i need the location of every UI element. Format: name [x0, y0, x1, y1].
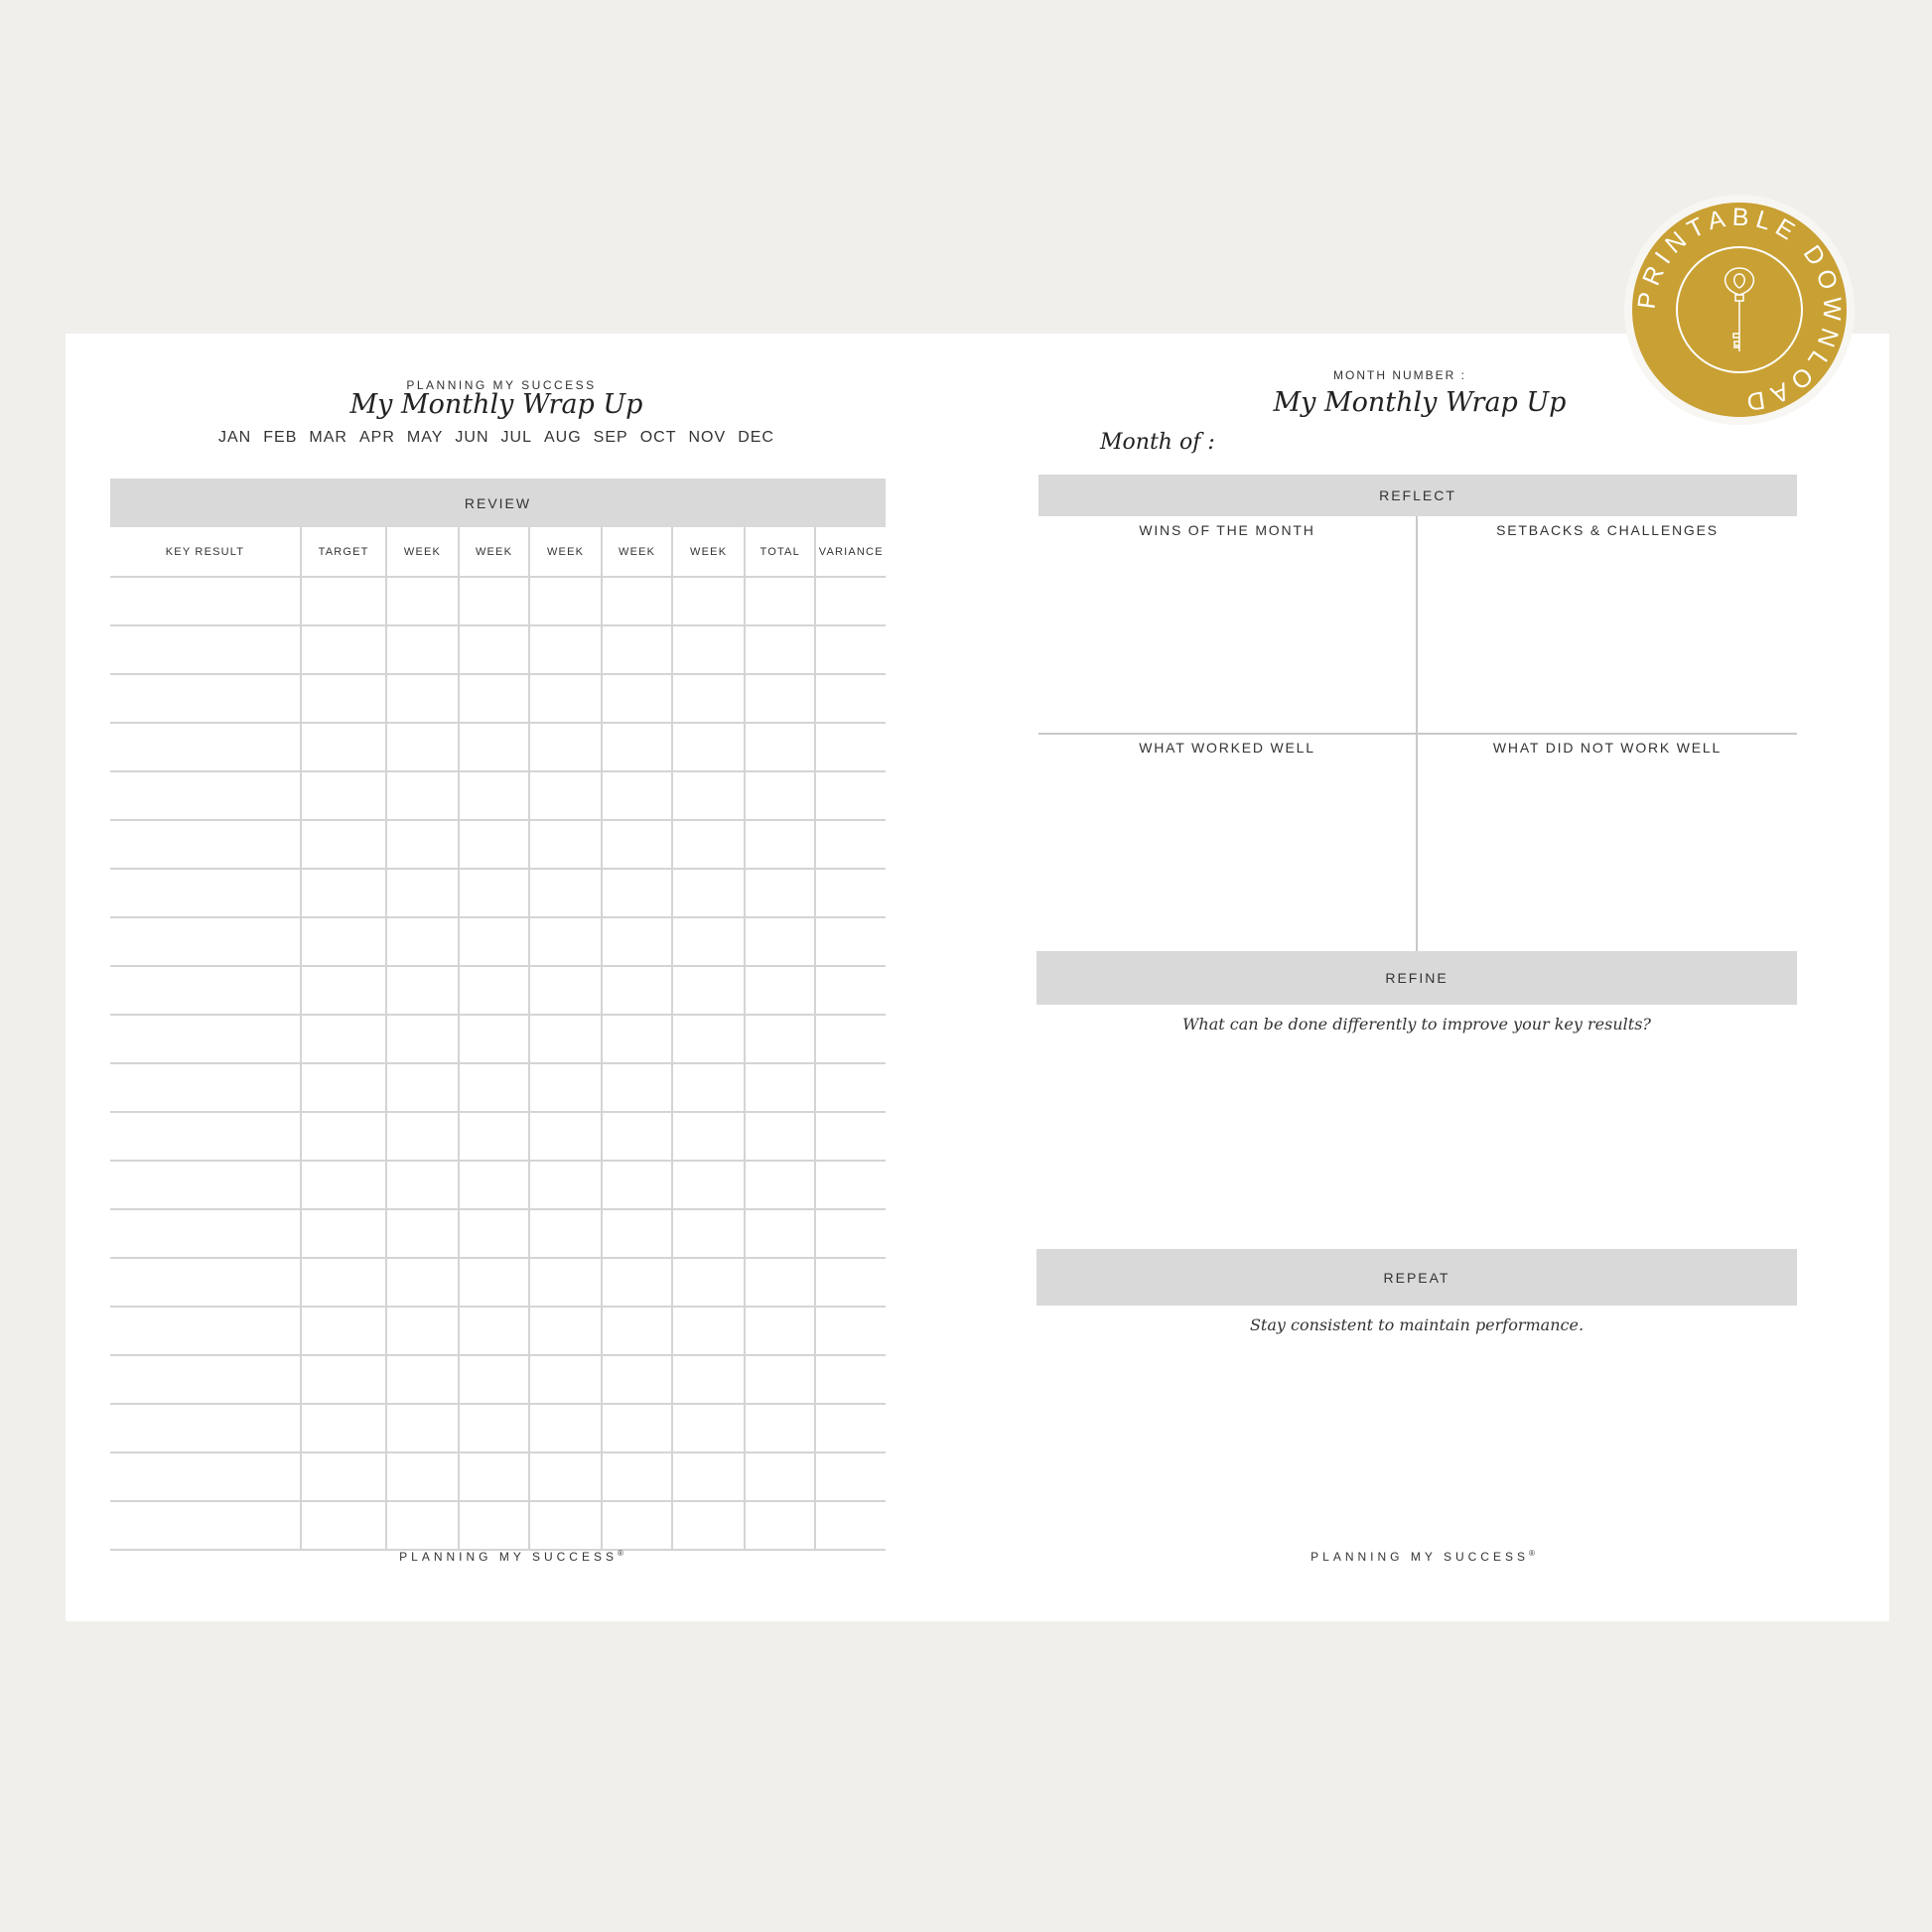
cell-week-2[interactable] — [458, 626, 529, 673]
cell-week-2[interactable] — [458, 675, 529, 722]
cell-key-result[interactable] — [110, 967, 300, 1014]
cell-week-5[interactable] — [671, 870, 744, 916]
repeat-label: REPEAT — [1383, 1269, 1450, 1286]
cell-week-5[interactable] — [671, 1453, 744, 1500]
refine-label: REFINE — [1385, 970, 1449, 986]
registered-mark: ® — [617, 1549, 623, 1558]
cell-key-result[interactable] — [110, 1356, 300, 1403]
cell-week-4[interactable] — [601, 1356, 672, 1403]
cell-week-5[interactable] — [671, 772, 744, 819]
cell-variance[interactable] — [814, 675, 886, 722]
cell-target[interactable] — [300, 1259, 385, 1306]
table-row — [110, 1308, 886, 1356]
worked-well-writing-area[interactable] — [1038, 735, 1416, 951]
cell-target[interactable] — [300, 578, 385, 624]
cell-week-3[interactable] — [528, 578, 601, 624]
cell-week-1[interactable] — [385, 626, 458, 673]
month-number-label: MONTH NUMBER : — [1333, 368, 1466, 382]
table-row — [110, 1259, 886, 1308]
cell-week-1[interactable] — [385, 1356, 458, 1403]
table-row — [110, 578, 886, 626]
cell-week-2[interactable] — [458, 870, 529, 916]
cell-week-4[interactable] — [601, 1453, 672, 1500]
table-row — [110, 626, 886, 675]
cell-week-2[interactable] — [458, 772, 529, 819]
cell-target[interactable] — [300, 918, 385, 965]
table-row — [110, 1064, 886, 1113]
cell-key-result[interactable] — [110, 1502, 300, 1549]
month-apr[interactable]: APR — [358, 429, 395, 446]
month-jan[interactable]: JAN — [218, 429, 252, 446]
table-row — [110, 772, 886, 821]
cell-target[interactable] — [300, 1308, 385, 1354]
month-jun[interactable]: JUN — [455, 429, 489, 446]
brand-subtitle: PLANNING MY SUCCESS — [406, 378, 597, 392]
cell-key-result[interactable] — [110, 1259, 300, 1306]
badge-graphic — [1632, 203, 1847, 417]
cell-week-4[interactable] — [601, 675, 672, 722]
cell-total[interactable] — [744, 1308, 815, 1354]
cell-target[interactable] — [300, 1502, 385, 1549]
col-week-1: WEEK — [385, 527, 458, 576]
cell-week-5[interactable] — [671, 821, 744, 868]
cell-week-4[interactable] — [601, 1162, 672, 1208]
cell-week-2[interactable] — [458, 1308, 529, 1354]
cell-variance[interactable] — [814, 1162, 886, 1208]
cell-week-2[interactable] — [458, 967, 529, 1014]
month-jul[interactable]: JUL — [500, 429, 532, 446]
cell-total[interactable] — [744, 1502, 815, 1549]
month-feb[interactable]: FEB — [263, 429, 298, 446]
cell-week-3[interactable] — [528, 1453, 601, 1500]
refine-section-header — [1036, 951, 1797, 1005]
cell-week-4[interactable] — [601, 918, 672, 965]
cell-total[interactable] — [744, 967, 815, 1014]
cell-week-5[interactable] — [671, 1308, 744, 1354]
cell-variance[interactable] — [814, 1210, 886, 1257]
cell-target[interactable] — [300, 626, 385, 673]
cell-week-5[interactable] — [671, 1356, 744, 1403]
cell-variance[interactable] — [814, 1064, 886, 1111]
cell-week-1[interactable] — [385, 1016, 458, 1062]
cell-week-1[interactable] — [385, 1113, 458, 1160]
cell-week-3[interactable] — [528, 1405, 601, 1451]
cell-week-1[interactable] — [385, 675, 458, 722]
cell-week-5[interactable] — [671, 1210, 744, 1257]
cell-target[interactable] — [300, 1016, 385, 1062]
cell-week-4[interactable] — [601, 870, 672, 916]
quadrant-worked-well-title: WHAT WORKED WELL — [1139, 740, 1315, 756]
cell-week-3[interactable] — [528, 1016, 601, 1062]
col-key-result: KEY RESULT — [165, 545, 245, 558]
month-of-label: Month of : — [1100, 430, 1215, 455]
cell-key-result[interactable] — [110, 821, 300, 868]
cell-variance[interactable] — [814, 724, 886, 770]
cell-week-1[interactable] — [385, 1502, 458, 1549]
cell-key-result[interactable] — [110, 772, 300, 819]
table-row — [110, 918, 886, 967]
cell-week-4[interactable] — [601, 1113, 672, 1160]
quadrant-not-worked-title: WHAT DID NOT WORK WELL — [1492, 740, 1723, 756]
cell-week-3[interactable] — [528, 1113, 601, 1160]
cell-week-5[interactable] — [671, 1162, 744, 1208]
cell-week-4[interactable] — [601, 1405, 672, 1451]
table-row — [110, 1502, 886, 1551]
footer-brand-right: PLANNING MY SUCCESS — [1311, 1550, 1529, 1564]
cell-target[interactable] — [300, 1356, 385, 1403]
cell-target[interactable] — [300, 772, 385, 819]
review-table — [110, 527, 886, 1551]
table-row — [110, 821, 886, 870]
month-may[interactable]: MAY — [406, 429, 444, 446]
cell-target[interactable] — [300, 724, 385, 770]
cell-key-result[interactable] — [110, 1064, 300, 1111]
table-row — [110, 1016, 886, 1064]
left-footer — [377, 1549, 645, 1564]
cell-key-result[interactable] — [110, 870, 300, 916]
cell-week-1[interactable] — [385, 967, 458, 1014]
cell-target[interactable] — [300, 1064, 385, 1111]
cell-week-3[interactable] — [528, 626, 601, 673]
cell-variance[interactable] — [814, 1308, 886, 1354]
month-dec[interactable]: DEC — [738, 429, 774, 446]
cell-week-2[interactable] — [458, 821, 529, 868]
review-table-body — [110, 578, 886, 1551]
cell-total[interactable] — [744, 821, 815, 868]
cell-target[interactable] — [300, 675, 385, 722]
repeat-prompt: Stay consistent to maintain performance. — [1249, 1315, 1585, 1334]
cell-total[interactable] — [744, 1162, 815, 1208]
col-week-3: WEEK — [528, 527, 601, 576]
cell-key-result[interactable] — [110, 1113, 300, 1160]
cell-key-result[interactable] — [110, 1016, 300, 1062]
cell-week-4[interactable] — [601, 724, 672, 770]
cell-key-result[interactable] — [110, 918, 300, 965]
cell-week-5[interactable] — [671, 578, 744, 624]
cell-week-2[interactable] — [458, 1210, 529, 1257]
cell-total[interactable] — [744, 626, 815, 673]
printable-download-badge — [1624, 195, 1855, 425]
cell-target[interactable] — [300, 1405, 385, 1451]
cell-key-result[interactable] — [110, 724, 300, 770]
table-row — [110, 1113, 886, 1162]
cell-target[interactable] — [300, 1113, 385, 1160]
review-section-header — [110, 479, 886, 527]
quadrant-wins-title: WINS OF THE MONTH — [1139, 522, 1315, 538]
repeat-writing-area[interactable] — [1036, 1345, 1797, 1524]
badge-text: PRINTABLE DOWNLOAD — [1632, 203, 1847, 417]
table-row — [110, 1356, 886, 1405]
cell-week-1[interactable] — [385, 1308, 458, 1354]
cell-key-result[interactable] — [110, 1405, 300, 1451]
cell-week-1[interactable] — [385, 1210, 458, 1257]
cell-week-3[interactable] — [528, 967, 601, 1014]
cell-variance[interactable] — [814, 821, 886, 868]
cell-variance[interactable] — [814, 1113, 886, 1160]
cell-week-3[interactable] — [528, 1210, 601, 1257]
cell-week-3[interactable] — [528, 772, 601, 819]
month-oct[interactable]: OCT — [639, 429, 677, 446]
month-selector — [218, 429, 774, 447]
cell-week-1[interactable] — [385, 1259, 458, 1306]
cell-week-3[interactable] — [528, 1502, 601, 1549]
cell-week-3[interactable] — [528, 1162, 601, 1208]
cell-week-3[interactable] — [528, 1308, 601, 1354]
cell-variance[interactable] — [814, 918, 886, 965]
cell-variance[interactable] — [814, 1453, 886, 1500]
cell-week-2[interactable] — [458, 918, 529, 965]
cell-week-4[interactable] — [601, 1502, 672, 1549]
cell-week-4[interactable] — [601, 1016, 672, 1062]
cell-week-5[interactable] — [671, 918, 744, 965]
cell-week-1[interactable] — [385, 870, 458, 916]
cell-total[interactable] — [744, 1210, 815, 1257]
cell-week-5[interactable] — [671, 1405, 744, 1451]
cell-week-2[interactable] — [458, 1502, 529, 1549]
cell-week-2[interactable] — [458, 578, 529, 624]
cell-week-4[interactable] — [601, 1308, 672, 1354]
cell-variance[interactable] — [814, 626, 886, 673]
cell-key-result[interactable] — [110, 578, 300, 624]
cell-week-3[interactable] — [528, 1259, 601, 1306]
col-target: TARGET — [300, 527, 385, 576]
cell-week-4[interactable] — [601, 626, 672, 673]
not-worked-writing-area[interactable] — [1418, 735, 1797, 951]
cell-total[interactable] — [744, 675, 815, 722]
cell-total[interactable] — [744, 1405, 815, 1451]
cell-week-4[interactable] — [601, 1064, 672, 1111]
table-row — [110, 1405, 886, 1453]
col-week-2: WEEK — [458, 527, 529, 576]
reflect-label: REFLECT — [1379, 487, 1456, 503]
cell-week-2[interactable] — [458, 1113, 529, 1160]
cell-target[interactable] — [300, 1210, 385, 1257]
cell-week-1[interactable] — [385, 821, 458, 868]
reflect-section-header — [1038, 475, 1797, 516]
table-row — [110, 1453, 886, 1502]
cell-variance[interactable] — [814, 1016, 886, 1062]
footer-brand: PLANNING MY SUCCESS — [399, 1550, 618, 1564]
cell-target[interactable] — [300, 870, 385, 916]
cell-week-4[interactable] — [601, 1210, 672, 1257]
cell-key-result[interactable] — [110, 1210, 300, 1257]
cell-target[interactable] — [300, 1453, 385, 1500]
cell-week-1[interactable] — [385, 1162, 458, 1208]
cell-key-result[interactable] — [110, 675, 300, 722]
cell-week-1[interactable] — [385, 724, 458, 770]
page-title: My Monthly Wrap Up — [349, 389, 643, 420]
cell-key-result[interactable] — [110, 1162, 300, 1208]
cell-key-result[interactable] — [110, 626, 300, 673]
cell-week-5[interactable] — [671, 1016, 744, 1062]
cell-variance[interactable] — [814, 870, 886, 916]
table-row — [110, 1210, 886, 1259]
cell-week-4[interactable] — [601, 772, 672, 819]
cell-total[interactable] — [744, 1064, 815, 1111]
col-total: TOTAL — [744, 527, 815, 576]
cell-week-2[interactable] — [458, 1405, 529, 1451]
cell-variance[interactable] — [814, 578, 886, 624]
cell-total[interactable] — [744, 1356, 815, 1403]
cell-total[interactable] — [744, 1453, 815, 1500]
cell-week-1[interactable] — [385, 1453, 458, 1500]
refine-writing-area[interactable] — [1036, 1042, 1797, 1241]
cell-week-5[interactable] — [671, 1113, 744, 1160]
cell-week-5[interactable] — [671, 1259, 744, 1306]
cell-week-3[interactable] — [528, 870, 601, 916]
review-table-header — [110, 527, 886, 578]
repeat-section-header — [1036, 1249, 1797, 1306]
table-row — [110, 1162, 886, 1210]
cell-week-3[interactable] — [528, 918, 601, 965]
cell-week-1[interactable] — [385, 578, 458, 624]
col-week-5: WEEK — [671, 527, 744, 576]
month-mar[interactable]: MAR — [309, 429, 347, 446]
cell-variance[interactable] — [814, 1405, 886, 1451]
cell-total[interactable] — [744, 1259, 815, 1306]
cell-key-result[interactable] — [110, 1453, 300, 1500]
cell-week-1[interactable] — [385, 1064, 458, 1111]
table-row — [110, 724, 886, 772]
setbacks-writing-area[interactable] — [1418, 516, 1797, 733]
cell-week-5[interactable] — [671, 626, 744, 673]
registered-mark-right: ® — [1528, 1549, 1535, 1558]
cell-total[interactable] — [744, 1113, 815, 1160]
cell-total[interactable] — [744, 918, 815, 965]
month-nov[interactable]: NOV — [688, 429, 727, 446]
table-row — [110, 870, 886, 918]
cell-week-3[interactable] — [528, 1064, 601, 1111]
cell-week-4[interactable] — [601, 967, 672, 1014]
cell-week-3[interactable] — [528, 1356, 601, 1403]
cell-variance[interactable] — [814, 1356, 886, 1403]
col-variance: VARIANCE — [814, 527, 886, 576]
cell-week-2[interactable] — [458, 1259, 529, 1306]
cell-week-2[interactable] — [458, 1016, 529, 1062]
cell-week-4[interactable] — [601, 1259, 672, 1306]
key-icon — [1725, 268, 1754, 351]
cell-week-4[interactable] — [601, 578, 672, 624]
cell-week-2[interactable] — [458, 1162, 529, 1208]
col-week-4: WEEK — [601, 527, 672, 576]
cell-week-5[interactable] — [671, 1064, 744, 1111]
cell-variance[interactable] — [814, 1259, 886, 1306]
cell-week-1[interactable] — [385, 1405, 458, 1451]
cell-week-5[interactable] — [671, 967, 744, 1014]
cell-total[interactable] — [744, 772, 815, 819]
table-row — [110, 967, 886, 1016]
refine-prompt: What can be done differently to improve your key results? — [1181, 1015, 1651, 1034]
cell-variance[interactable] — [814, 772, 886, 819]
cell-week-5[interactable] — [671, 1502, 744, 1549]
page-title-right: My Monthly Wrap Up — [1273, 387, 1567, 418]
cell-target[interactable] — [300, 1162, 385, 1208]
month-aug[interactable]: AUG — [543, 429, 582, 446]
cell-variance[interactable] — [814, 1502, 886, 1549]
cell-total[interactable] — [744, 1016, 815, 1062]
wins-writing-area[interactable] — [1038, 516, 1416, 733]
cell-total[interactable] — [744, 870, 815, 916]
cell-total[interactable] — [744, 578, 815, 624]
cell-week-1[interactable] — [385, 918, 458, 965]
cell-total[interactable] — [744, 724, 815, 770]
cell-week-3[interactable] — [528, 675, 601, 722]
table-row — [110, 675, 886, 724]
cell-week-2[interactable] — [458, 1064, 529, 1111]
cell-week-2[interactable] — [458, 1453, 529, 1500]
cell-week-3[interactable] — [528, 821, 601, 868]
right-footer — [1289, 1549, 1557, 1564]
cell-target[interactable] — [300, 967, 385, 1014]
cell-key-result[interactable] — [110, 1308, 300, 1354]
cell-week-3[interactable] — [528, 724, 601, 770]
quadrant-setbacks-title: SETBACKS & CHALLENGES — [1496, 522, 1719, 538]
cell-week-5[interactable] — [671, 675, 744, 722]
month-sep[interactable]: SEP — [593, 429, 628, 446]
review-label: REVIEW — [464, 494, 532, 511]
badge-disc — [1632, 203, 1847, 417]
cell-week-5[interactable] — [671, 724, 744, 770]
cell-week-1[interactable] — [385, 772, 458, 819]
cell-week-4[interactable] — [601, 821, 672, 868]
cell-target[interactable] — [300, 821, 385, 868]
cell-week-2[interactable] — [458, 1356, 529, 1403]
cell-week-2[interactable] — [458, 724, 529, 770]
cell-variance[interactable] — [814, 967, 886, 1014]
